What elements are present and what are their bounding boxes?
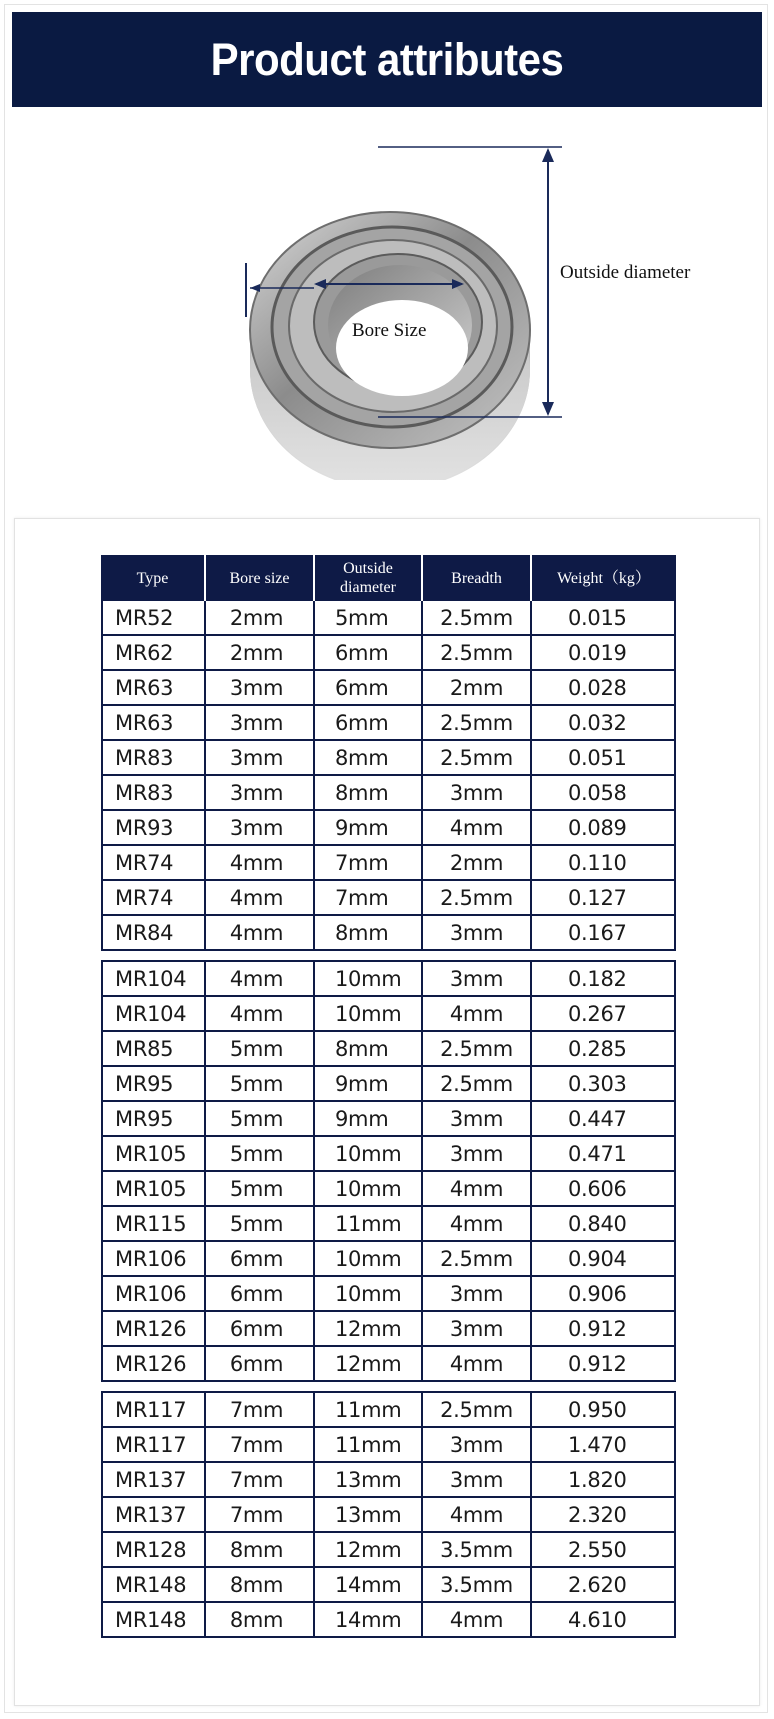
cell-bore-size: 3mm [206,811,315,844]
cell-bore-size: 3mm [206,776,315,809]
cell-bore-size: 6mm [206,1277,315,1310]
cell-breadth: 3mm [423,1102,532,1135]
cell-weight: 0.912 [568,1351,627,1376]
cell-breadth: 4mm [423,997,532,1030]
cell-type: MR105 [103,1137,206,1170]
cell-outside-diameter: 12mm [315,1347,423,1380]
cell-outside-diameter: 12mm [315,1533,423,1566]
cell-breadth: 3mm [423,916,532,949]
cell-outside-diameter: 10mm [315,1172,423,1205]
cell-type: MR128 [103,1533,206,1566]
cell-bore-size: 7mm [206,1463,315,1496]
table-row [103,846,674,881]
table-row [103,741,674,776]
cell-bore-size: 3mm [206,741,315,774]
cell-weight: 0.906 [568,1281,627,1306]
cell-breadth: 2.5mm [423,1032,532,1065]
cell-outside-diameter: 10mm [315,1137,423,1170]
spec-table [101,555,676,1638]
cell-weight: 0.267 [568,1001,627,1026]
table-row [103,601,674,636]
cell-type: MR74 [103,846,206,879]
cell-weight: 0.471 [568,1141,627,1166]
cell-outside-diameter: 9mm [315,1102,423,1135]
header-weight: Weight（kg） [557,569,651,587]
cell-bore-size: 8mm [206,1603,315,1636]
cell-type: MR104 [103,962,206,995]
cell-type: MR52 [103,601,206,634]
cell-weight: 0.058 [568,780,627,805]
cell-weight: 1.470 [568,1432,627,1457]
cell-weight: 0.028 [568,675,627,700]
cell-weight: 0.051 [568,745,627,770]
cell-breadth: 3mm [423,962,532,995]
table-row [103,881,674,916]
cell-type: MR148 [103,1568,206,1601]
table-row [103,1568,674,1603]
cell-breadth: 4mm [423,1172,532,1205]
cell-outside-diameter: 8mm [315,1032,423,1065]
cell-outside-diameter: 13mm [315,1463,423,1496]
cell-bore-size: 5mm [206,1172,315,1205]
table-block [101,601,676,951]
table-row [103,916,674,951]
cell-outside-diameter: 10mm [315,1277,423,1310]
cell-outside-diameter: 6mm [315,636,423,669]
cell-weight: 0.015 [568,605,627,630]
cell-weight: 0.089 [568,815,627,840]
table-row [103,1603,674,1638]
cell-bore-size: 5mm [206,1067,315,1100]
cell-weight: 0.912 [568,1316,627,1341]
bore-size-label: Bore Size [352,320,427,341]
table-body [101,601,676,1638]
cell-type: MR83 [103,776,206,809]
banner-title: Product attributes [210,33,564,85]
cell-breadth: 2.5mm [423,1067,532,1100]
cell-weight: 0.127 [568,885,627,910]
cell-breadth: 3.5mm [423,1568,532,1601]
cell-outside-diameter: 10mm [315,997,423,1030]
cell-bore-size: 8mm [206,1533,315,1566]
cell-type: MR117 [103,1428,206,1461]
cell-type: MR148 [103,1603,206,1636]
cell-bore-size: 2mm [206,601,315,634]
cell-weight: 0.447 [568,1106,627,1131]
cell-bore-size: 6mm [206,1242,315,1275]
cell-weight: 0.019 [568,640,627,665]
cell-outside-diameter: 11mm [315,1207,423,1240]
cell-breadth: 2.5mm [423,1393,532,1426]
cell-outside-diameter: 7mm [315,881,423,914]
header-bore-size: Bore size [206,555,315,601]
cell-weight: 0.182 [568,966,627,991]
table-block [101,960,676,1382]
cell-outside-diameter: 10mm [315,1242,423,1275]
cell-outside-diameter: 8mm [315,916,423,949]
cell-type: MR84 [103,916,206,949]
outside-diameter-label: Outside diameter [560,262,691,283]
cell-bore-size: 5mm [206,1032,315,1065]
cell-type: MR95 [103,1102,206,1135]
table-row [103,1137,674,1172]
cell-weight: 0.840 [568,1211,627,1236]
table-row [103,1207,674,1242]
cell-breadth: 3mm [423,776,532,809]
table-row [103,1428,674,1463]
cell-outside-diameter: 6mm [315,671,423,704]
cell-type: MR126 [103,1312,206,1345]
cell-type: MR105 [103,1172,206,1205]
cell-bore-size: 7mm [206,1498,315,1531]
table-row [103,636,674,671]
cell-outside-diameter: 13mm [315,1498,423,1531]
bearing-illustration [0,120,774,480]
table-row [103,1172,674,1207]
cell-outside-diameter: 11mm [315,1428,423,1461]
table-row [103,776,674,811]
cell-breadth: 2.5mm [423,636,532,669]
cell-weight: 0.606 [568,1176,627,1201]
cell-type: MR104 [103,997,206,1030]
cell-type: MR137 [103,1498,206,1531]
cell-breadth: 2.5mm [423,601,532,634]
cell-type: MR63 [103,706,206,739]
cell-type: MR63 [103,671,206,704]
cell-outside-diameter: 14mm [315,1603,423,1636]
cell-bore-size: 4mm [206,881,315,914]
cell-type: MR83 [103,741,206,774]
cell-breadth: 3mm [423,1277,532,1310]
table-header [101,555,676,601]
cell-bore-size: 6mm [206,1312,315,1345]
cell-breadth: 3.5mm [423,1533,532,1566]
cell-type: MR137 [103,1463,206,1496]
cell-breadth: 4mm [423,811,532,844]
cell-bore-size: 4mm [206,997,315,1030]
cell-weight: 1.820 [568,1467,627,1492]
cell-bore-size: 7mm [206,1393,315,1426]
header-type: Type [101,555,206,601]
cell-type: MR117 [103,1393,206,1426]
cell-weight: 0.285 [568,1036,627,1061]
cell-breadth: 2.5mm [423,1242,532,1275]
cell-bore-size: 2mm [206,636,315,669]
cell-bore-size: 5mm [206,1207,315,1240]
table-row [103,1393,674,1428]
cell-weight: 0.167 [568,920,627,945]
cell-weight: 0.950 [568,1397,627,1422]
cell-bore-size: 5mm [206,1137,315,1170]
table-row [103,1032,674,1067]
cell-weight: 0.032 [568,710,627,735]
cell-breadth: 2mm [423,671,532,704]
cell-breadth: 2.5mm [423,741,532,774]
cell-bore-size: 8mm [206,1568,315,1601]
cell-bore-size: 7mm [206,1428,315,1461]
cell-outside-diameter: 7mm [315,846,423,879]
table-row [103,1347,674,1382]
cell-bore-size: 4mm [206,962,315,995]
cell-breadth: 2.5mm [423,881,532,914]
cell-weight: 0.303 [568,1071,627,1096]
cell-weight: 0.904 [568,1246,627,1271]
table-row [103,671,674,706]
cell-breadth: 4mm [423,1498,532,1531]
cell-weight: 2.620 [568,1572,627,1597]
table-row [103,1102,674,1137]
cell-bore-size: 3mm [206,706,315,739]
cell-type: MR126 [103,1347,206,1380]
cell-bore-size: 3mm [206,671,315,704]
cell-type: MR62 [103,636,206,669]
cell-outside-diameter: 10mm [315,962,423,995]
cell-weight: 4.610 [568,1607,627,1632]
table-row [103,1463,674,1498]
cell-type: MR85 [103,1032,206,1065]
table-row [103,1242,674,1277]
title-banner [12,12,762,107]
cell-breadth: 3mm [423,1463,532,1496]
spec-table-card [14,518,760,1706]
cell-outside-diameter: 8mm [315,776,423,809]
cell-outside-diameter: 12mm [315,1312,423,1345]
cell-breadth: 4mm [423,1603,532,1636]
cell-type: MR106 [103,1242,206,1275]
table-row [103,962,674,997]
header-outside-diameter [315,555,423,601]
table-row [103,1533,674,1568]
cell-breadth: 4mm [423,1207,532,1240]
cell-breadth: 3mm [423,1428,532,1461]
table-row [103,1498,674,1533]
cell-type: MR106 [103,1277,206,1310]
header-breadth: Breadth [423,555,532,601]
cell-outside-diameter: 8mm [315,741,423,774]
cell-type: MR93 [103,811,206,844]
table-row [103,811,674,846]
table-row [103,1277,674,1312]
cell-bore-size: 6mm [206,1347,315,1380]
cell-breadth: 4mm [423,1347,532,1380]
cell-weight: 0.110 [568,850,627,875]
cell-breadth: 2mm [423,846,532,879]
table-row [103,1312,674,1347]
cell-type: MR95 [103,1067,206,1100]
cell-breadth: 2.5mm [423,706,532,739]
header-outside-diameter-text: Outside diameter [340,560,396,596]
cell-outside-diameter: 5mm [315,601,423,634]
bearing-figure [0,120,774,480]
cell-bore-size: 5mm [206,1102,315,1135]
cell-type: MR115 [103,1207,206,1240]
cell-type: MR74 [103,881,206,914]
cell-breadth: 3mm [423,1312,532,1345]
cell-weight: 2.550 [568,1537,627,1562]
table-block [101,1391,676,1638]
cell-bore-size: 4mm [206,916,315,949]
cell-bore-size: 4mm [206,846,315,879]
cell-weight: 2.320 [568,1502,627,1527]
table-row [103,997,674,1032]
cell-breadth: 3mm [423,1137,532,1170]
table-row [103,1067,674,1102]
cell-outside-diameter: 14mm [315,1568,423,1601]
cell-outside-diameter: 9mm [315,1067,423,1100]
cell-outside-diameter: 11mm [315,1393,423,1426]
cell-outside-diameter: 9mm [315,811,423,844]
table-row [103,706,674,741]
cell-outside-diameter: 6mm [315,706,423,739]
